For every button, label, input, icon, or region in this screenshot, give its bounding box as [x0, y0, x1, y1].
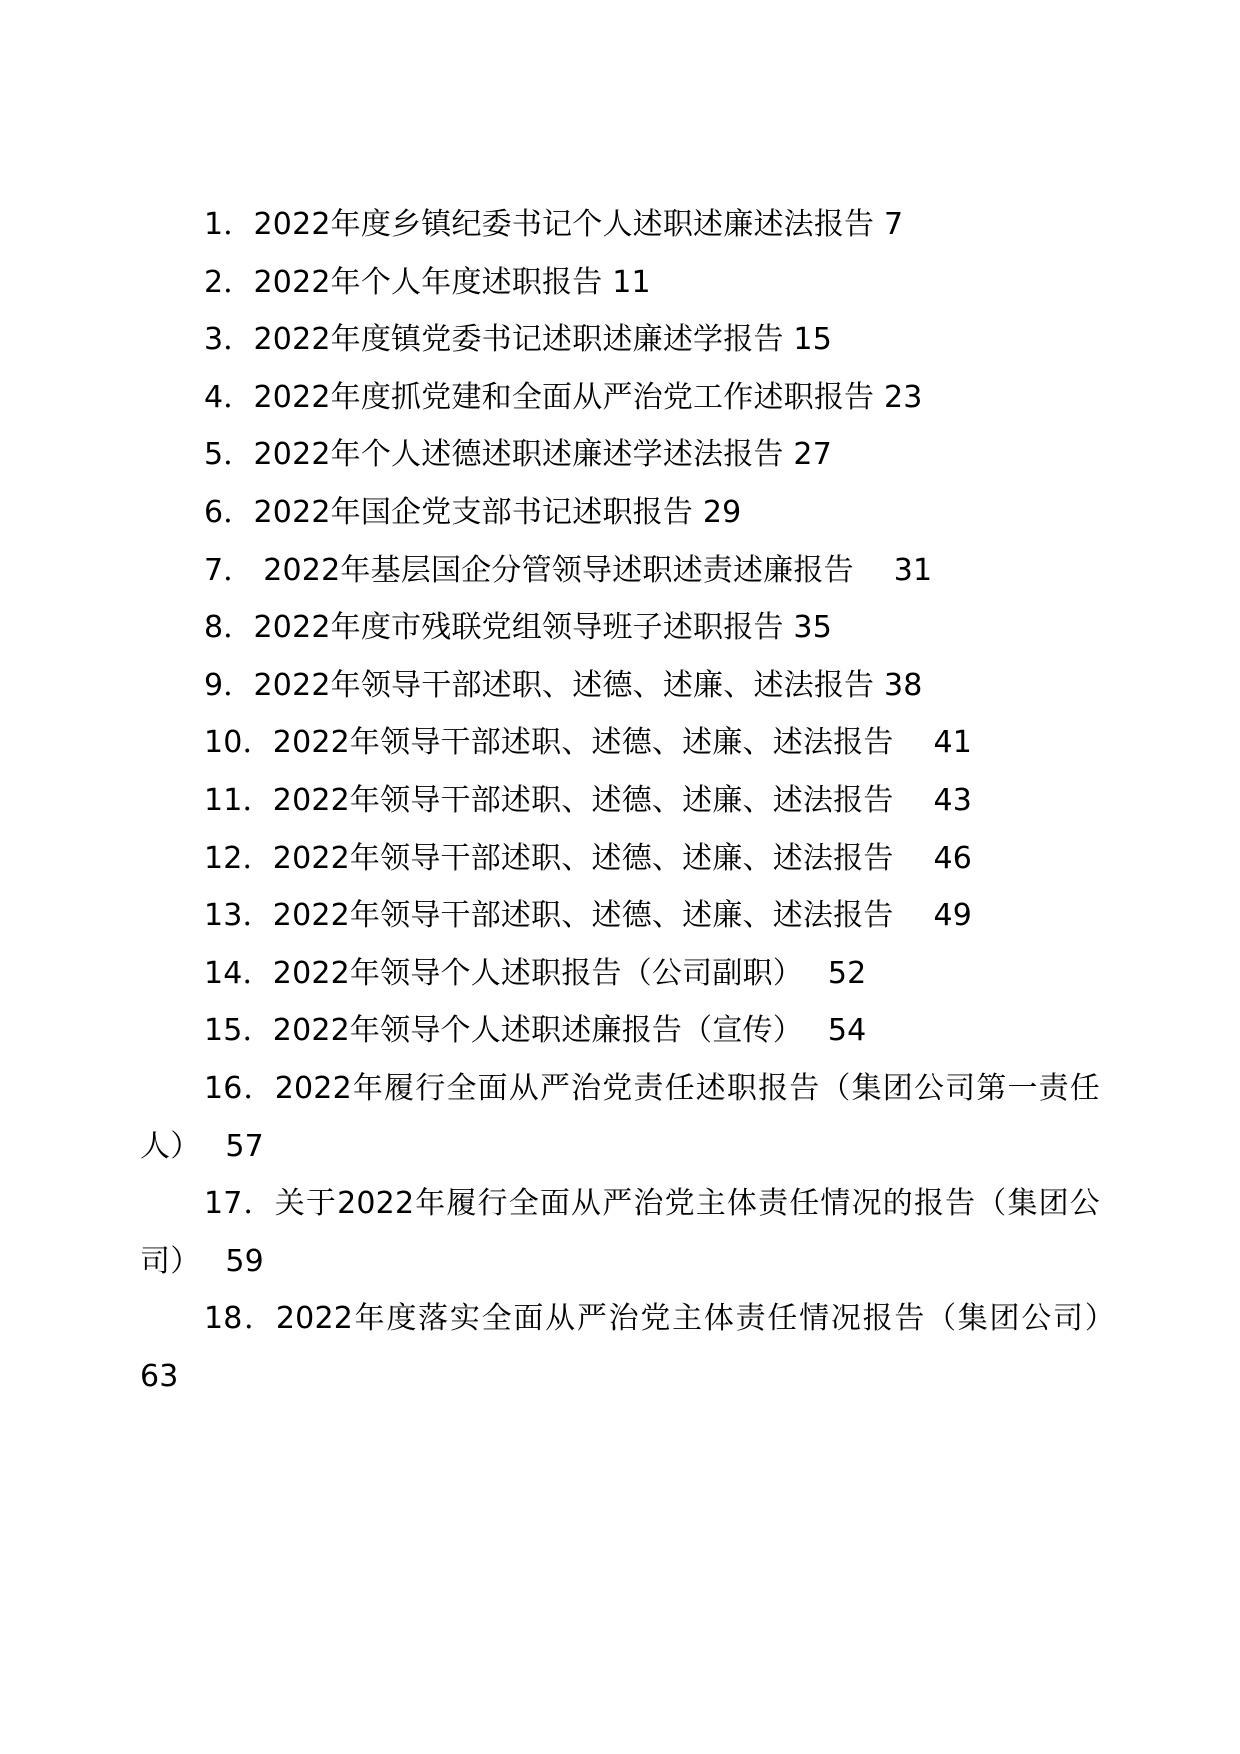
toc-entry-title: 2022年基层国企分管领导述职述责述廉报告: [253, 552, 854, 588]
toc-entry-separator: ．: [242, 1070, 275, 1106]
toc-entry-title: 2022年度乡镇纪委书记个人述职述廉述法报告: [253, 207, 875, 242]
toc-entry[interactable]: [140, 254, 1100, 312]
toc-entry-page-number: 29: [702, 494, 742, 530]
toc-entry-title: 2022年度市残联党组领导班子述职报告: [253, 610, 784, 646]
toc-entry-separator: ．: [242, 898, 273, 934]
toc-entry-separator: ．: [223, 437, 254, 473]
toc-entry-title: 2022年领导干部述职、述德、述廉、述法报告: [253, 667, 875, 703]
toc-entry[interactable]: [140, 714, 1100, 772]
toc-entry-title: 2022年领导个人述职报告（公司副职）: [272, 955, 788, 991]
toc-entry-gap: [788, 1013, 828, 1048]
toc-entry-gap: [602, 265, 612, 300]
toc-entry-title: 2022年国企党支部书记述职报告: [253, 494, 694, 530]
toc-entry-gap: [784, 437, 794, 472]
toc-entry-separator: ．: [223, 610, 254, 646]
toc-entry-page-number: 43: [933, 782, 973, 818]
toc-entry-page-number: 38: [884, 667, 923, 703]
toc-entry[interactable]: [140, 1290, 1100, 1405]
toc-entry-number: 12: [204, 840, 243, 876]
toc-entry-number: 11: [204, 782, 243, 818]
toc-entry-title: 2022年领导干部述职、述德、述廉、述法报告: [272, 840, 894, 876]
toc-entry-number: 1: [204, 207, 224, 242]
toc-entry-title: 2022年度镇党委书记述职述廉述学报告: [253, 322, 784, 358]
toc-entry-page-number: 11: [612, 264, 651, 300]
toc-entry[interactable]: [140, 1175, 1100, 1290]
toc-entry-gap: [854, 553, 894, 588]
toc-entry[interactable]: [140, 657, 1100, 715]
toc-entry-gap: [894, 783, 934, 818]
toc-entry-gap: [185, 1129, 225, 1164]
toc-entry-number: 7: [204, 552, 224, 588]
toc-entry-separator: ．: [242, 725, 273, 761]
toc-entry-page-number: 41: [933, 725, 973, 761]
toc-entry-title: 2022年领导干部述职、述德、述廉、述法报告: [272, 898, 894, 934]
toc-entry-number: 10: [204, 725, 243, 761]
toc-entry-gap: [788, 956, 828, 991]
toc-entry-number: 8: [204, 610, 224, 646]
toc-entry-title: 2022年履行全面从严治党责任述职报告（集团公司第一责任人）: [140, 1070, 1101, 1164]
toc-entry-page-number: 27: [793, 437, 832, 473]
toc-entry-number: 16: [204, 1070, 243, 1106]
toc-entry-page-number: 49: [933, 898, 973, 934]
toc-entry-title: 2022年个人年度述职报告: [253, 264, 603, 300]
toc-entry-page-number: 54: [827, 1013, 867, 1049]
toc-entry-title: 2022年领导个人述职述廉报告（宣传）: [272, 1013, 788, 1049]
toc-entry-separator: ．: [242, 1013, 273, 1049]
toc-entry-separator: ．: [223, 207, 254, 242]
toc-entry-title: 2022年个人述德述职述廉述学述法报告: [253, 437, 784, 473]
toc-entry[interactable]: [140, 426, 1100, 484]
toc-entry-gap: [894, 725, 934, 760]
toc-entry-separator: ．: [242, 782, 273, 818]
toc-entry-separator: ．: [242, 1301, 276, 1337]
toc-entry-page-number: 15: [793, 322, 832, 358]
toc-entry-number: 18: [204, 1301, 243, 1337]
toc-entry[interactable]: [140, 830, 1100, 888]
toc-entry[interactable]: [140, 772, 1100, 830]
toc-entry-number: 15: [204, 1013, 243, 1049]
toc-entry-number: 13: [204, 898, 243, 934]
toc-entry-page-number: 7: [884, 207, 904, 242]
toc-entry-page-number: 35: [793, 610, 832, 646]
toc-entry-separator: ．: [242, 955, 273, 991]
toc-entry-separator: ．: [242, 840, 273, 876]
toc-entry-separator: ．: [223, 667, 254, 703]
toc-entry[interactable]: [140, 369, 1100, 427]
toc-entry-page-number: 31: [893, 552, 933, 588]
toc-entry-number: 3: [204, 322, 224, 358]
toc-entry[interactable]: [140, 542, 1100, 600]
toc-entry-separator: ．: [242, 1186, 275, 1222]
toc-entry-page-number: 23: [884, 379, 923, 415]
toc-entry[interactable]: [140, 887, 1100, 945]
table-of-contents-list: [140, 196, 1100, 1405]
toc-entry-page-number: 52: [827, 955, 867, 991]
toc-entry-separator: ．: [223, 379, 254, 415]
toc-entry-title: 2022年领导干部述职、述德、述廉、述法报告: [272, 782, 894, 818]
toc-entry-page-number: 57: [225, 1128, 264, 1164]
toc-entry-number: 2: [204, 264, 224, 300]
toc-entry-gap: [874, 668, 884, 703]
toc-entry-page-number: 46: [933, 840, 973, 876]
toc-entry-gap: [784, 610, 794, 645]
toc-entry-title: 关于2022年履行全面从严治党主体责任情况的报告（集团公司）: [140, 1186, 1101, 1279]
toc-entry-gap: [894, 898, 934, 933]
toc-entry-separator: ．: [223, 264, 254, 300]
toc-entry-separator: ．: [223, 552, 254, 588]
toc-entry-title: 2022年度落实全面从严治党主体责任情况报告（集团公司）: [275, 1301, 1101, 1337]
toc-entry[interactable]: [140, 945, 1100, 1003]
toc-entry-title: 2022年度抓党建和全面从严治党工作述职报告: [253, 379, 875, 415]
toc-entry-number: 4: [204, 379, 224, 415]
toc-entry-title: 2022年领导干部述职、述德、述廉、述法报告: [272, 725, 894, 761]
toc-entry-number: 5: [204, 437, 224, 473]
toc-entry[interactable]: [140, 1002, 1100, 1060]
toc-entry[interactable]: [140, 196, 1100, 254]
toc-entry[interactable]: [140, 484, 1100, 542]
toc-entry-number: 17: [204, 1186, 243, 1222]
toc-entry-page-number: 59: [225, 1243, 264, 1279]
toc-entry-number: 14: [204, 955, 243, 991]
toc-entry-gap: [874, 207, 884, 242]
toc-entry-gap: [185, 1244, 225, 1279]
toc-entry-separator: ．: [223, 322, 254, 358]
toc-entry-gap: [784, 322, 794, 357]
toc-entry[interactable]: [140, 1060, 1100, 1175]
toc-entry[interactable]: [140, 599, 1100, 657]
toc-entry-gap: [894, 841, 934, 876]
toc-entry[interactable]: [140, 311, 1100, 369]
toc-entry-separator: ．: [223, 494, 254, 530]
toc-entry-page-number: 63: [140, 1358, 179, 1394]
toc-entry-number: 9: [204, 667, 224, 703]
toc-entry-gap: [874, 380, 884, 415]
toc-entry-number: 6: [204, 494, 224, 530]
toc-entry-gap: [693, 495, 703, 530]
toc-entry-gap: [1100, 1301, 1140, 1336]
